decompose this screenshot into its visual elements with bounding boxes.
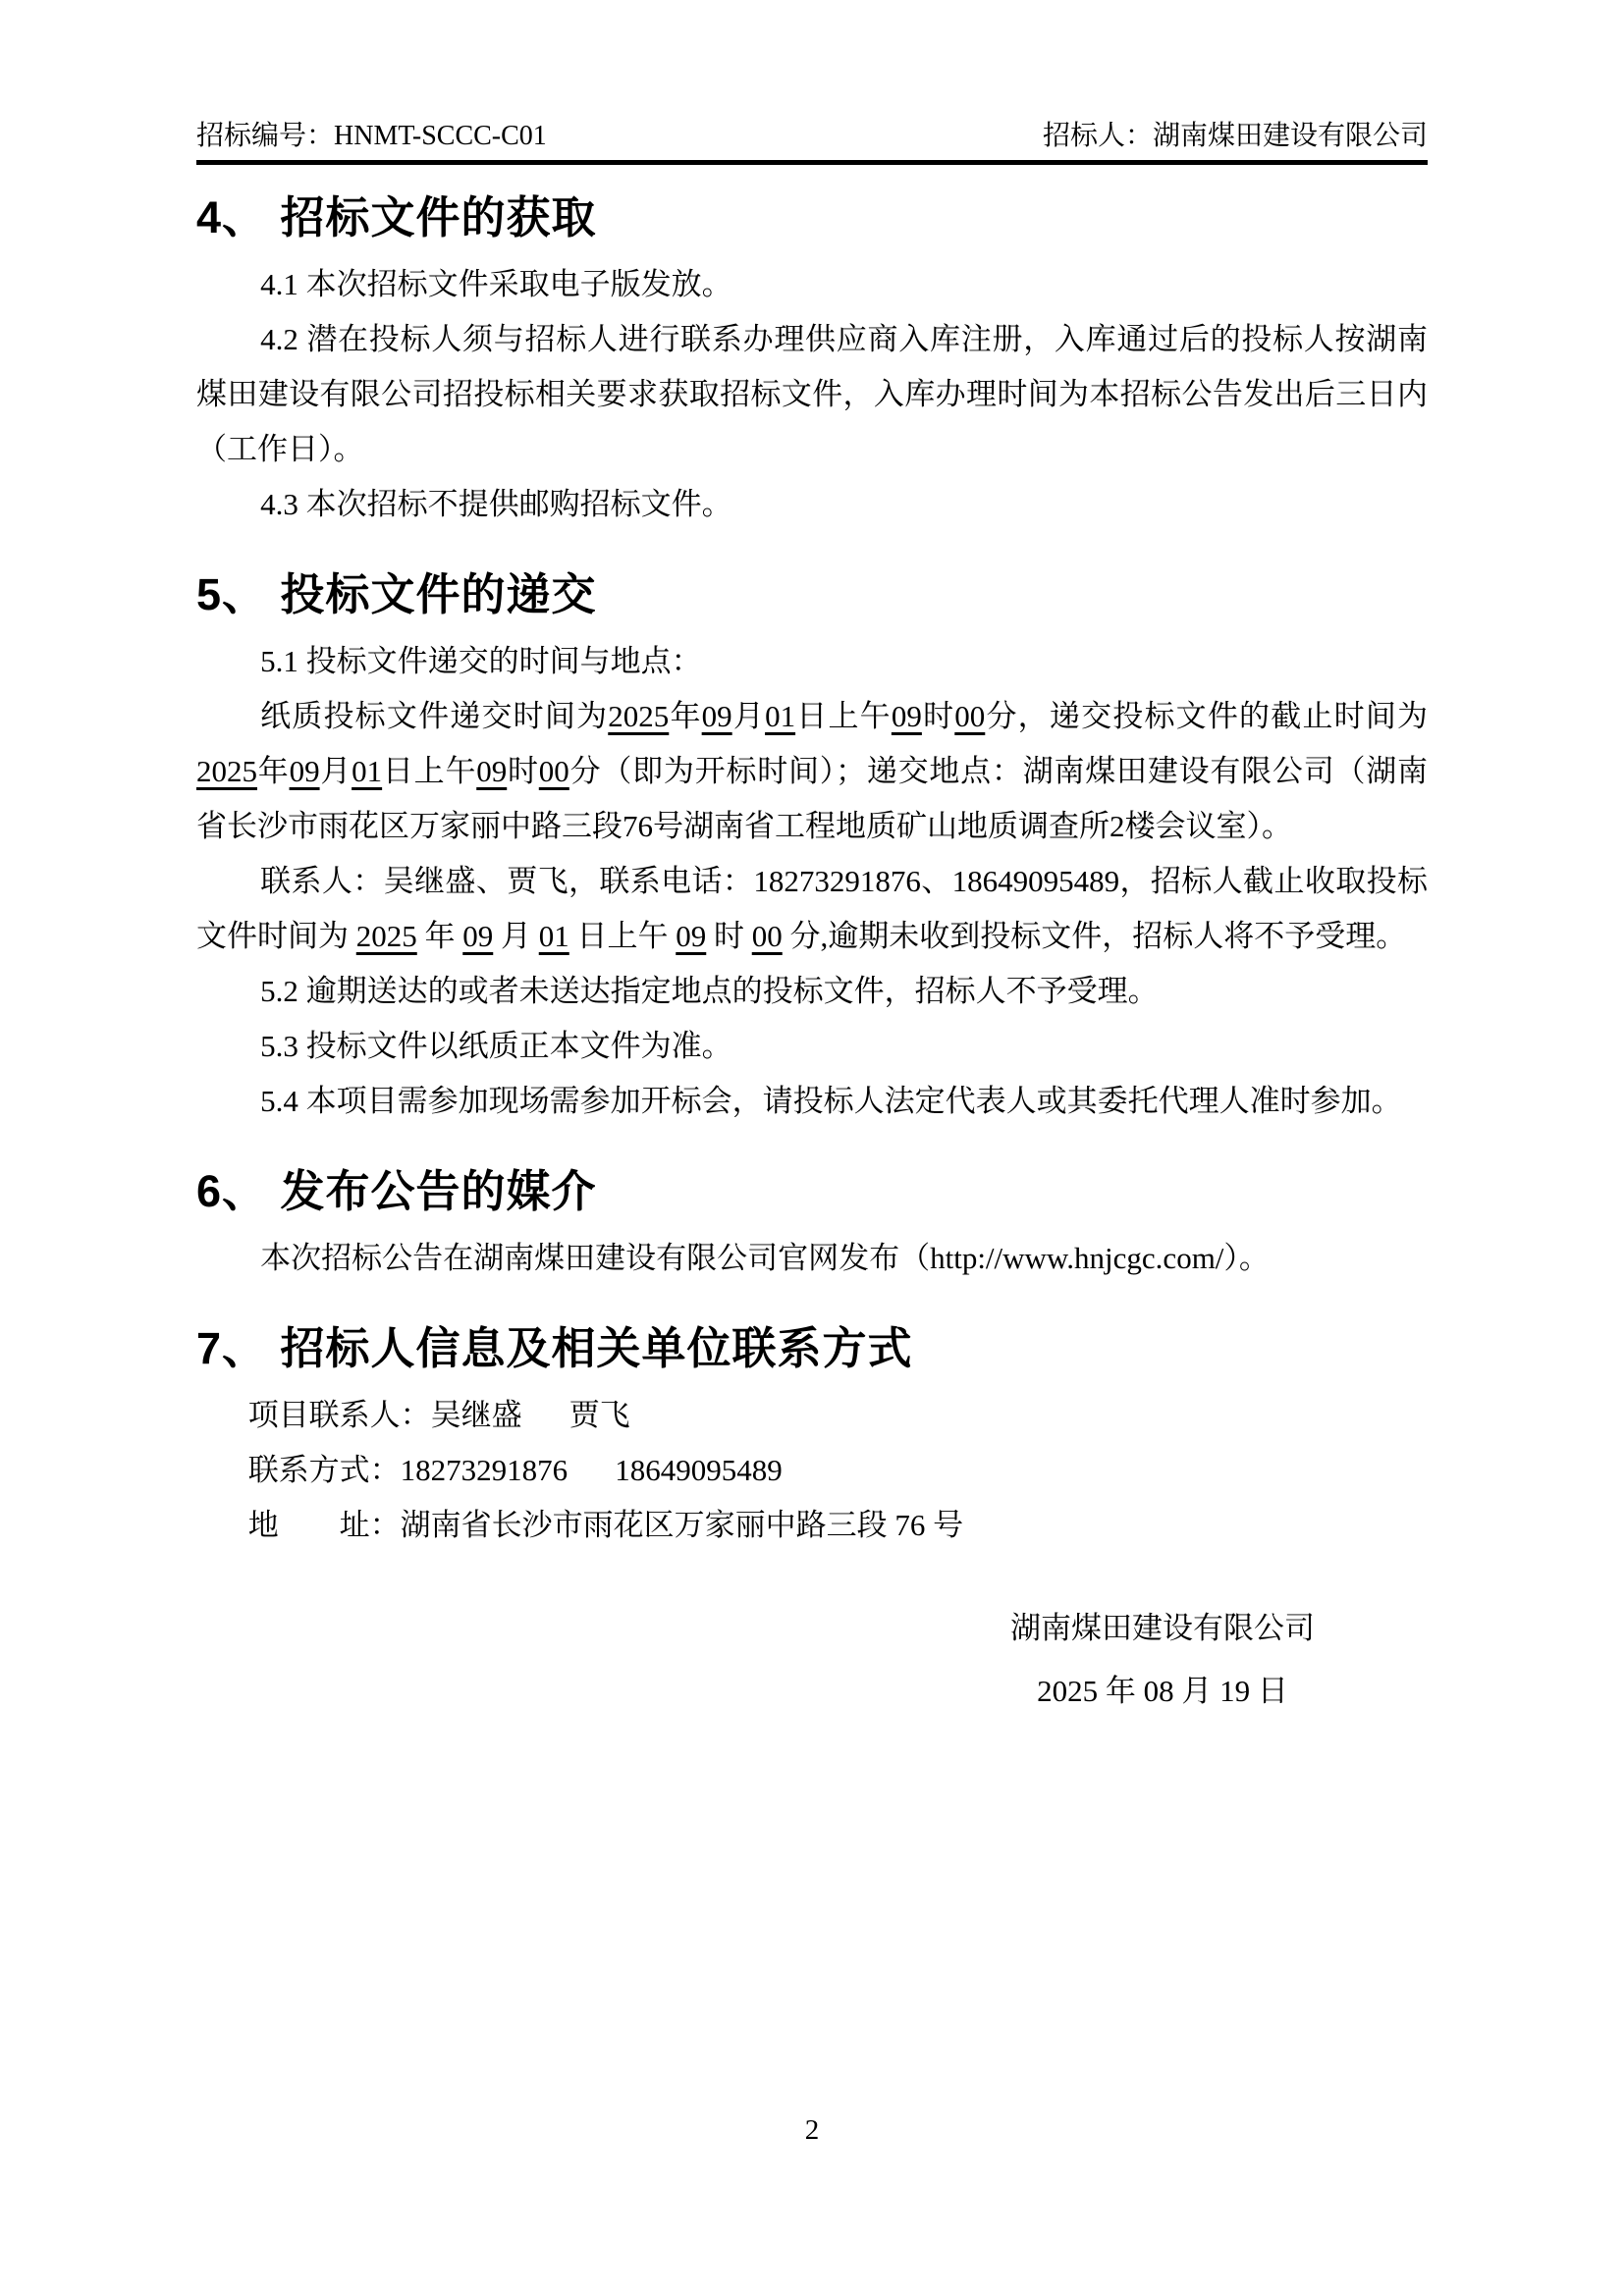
- contact-phone-label-value: 联系方式：18273291876: [247, 1453, 568, 1487]
- contact-row-person: [196, 1388, 1428, 1443]
- signature-company: 湖南煤田建设有限公司: [1010, 1611, 1315, 1645]
- contact-info-block: [196, 1388, 1428, 1553]
- page-number: 2: [804, 2114, 820, 2146]
- section7-title: 7、 招标人信息及相关单位联系方式: [196, 1323, 913, 1373]
- signature-date: 2025 年 08 月 19 日: [1037, 1674, 1288, 1708]
- paragraph-announcement-media: 本次招标公告在湖南煤田建设有限公司官网发布（http://www.hnjcgc.com/）。: [260, 1241, 1270, 1275]
- paragraph-5-4: 5.4 本项目需参加现场需参加开标会，请投标人法定代表人或其委托代理人准时参加。: [260, 1084, 1402, 1118]
- paragraph-contact-deadline: 联系人：吴继盛、贾飞，联系电话：18273291876、18649095489，招标人截止收取投标文件时间为 2025 年 09 月 01 日上午 09 时 00 分,逾期未收到投标文件，招标人将不予受理。: [196, 864, 1428, 953]
- page-header: [196, 120, 1428, 165]
- contact-row-phone: [196, 1443, 1428, 1498]
- paragraph-5-2: 5.2 逾期送达的或者未送达指定地点的投标文件，招标人不予受理。: [260, 974, 1159, 1008]
- section4-title: 4、 招标文件的获取: [196, 192, 597, 242]
- contact-phone-second: 18649095489: [615, 1453, 783, 1487]
- paragraph-4-3: 4.3 本次招标不提供邮购招标文件。: [260, 487, 732, 521]
- section5-title: 5、 投标文件的递交: [196, 569, 597, 619]
- paragraph-5-3: 5.3 投标文件以纸质正本文件为准。: [260, 1029, 732, 1063]
- contact-address-label-value: 地 址：湖南省长沙市雨花区万家丽中路三段 76 号: [247, 1508, 964, 1542]
- contact-row-address: [196, 1498, 1428, 1553]
- section6-title: 6、 发布公告的媒介: [196, 1166, 597, 1216]
- paragraph-delivery-time: 纸质投标文件递交时间为2025年09月01日上午09时00分，递交投标文件的截止时间为2025年09月01日上午09时00分（即为开标时间）；递交地点：湖南煤田建设有限公司（湖南省长沙市雨花区万家丽中路三段76号湖南省工程地质矿山地质调查所2楼会议室）。: [196, 699, 1429, 843]
- header-tenderer-name: 招标人：湖南煤田建设有限公司: [1042, 121, 1428, 151]
- signature-block: [1010, 1597, 1315, 1723]
- contact-person-second: 贾飞: [568, 1398, 630, 1432]
- paragraph-5-1: 5.1 投标文件递交的时间与地点：: [260, 644, 702, 678]
- paragraph-4-1: 4.1 本次招标文件采取电子版发放。: [260, 267, 732, 301]
- contact-person-label-value: 项目联系人：吴继盛: [247, 1398, 522, 1432]
- paragraph-4-2: 4.2 潜在投标人须与招标人进行联系办理供应商入库注册，入库通过后的投标人按湖南煤田建设有限公司招投标相关要求获取招标文件，入库办理时间为本招标公告发出后三日内（工作日）。: [196, 322, 1428, 466]
- header-tender-number: 招标编号：HNMT-SCCC-C01: [196, 121, 547, 151]
